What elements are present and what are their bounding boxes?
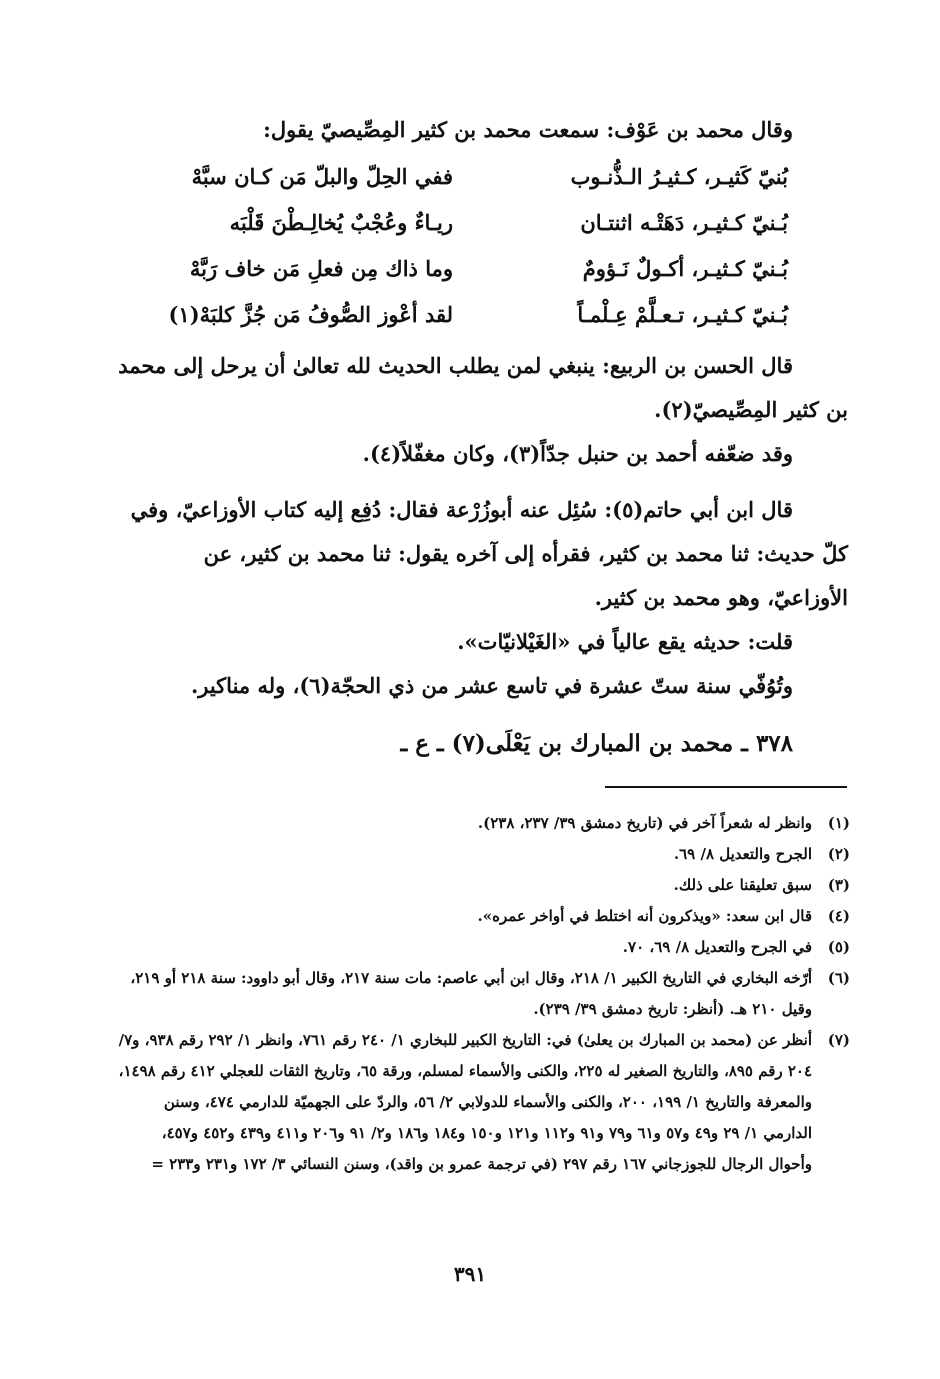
footnote-text: قال ابن سعد: «ويذكرون أنه اختلط في أواخر عمره». xyxy=(477,907,812,925)
second-hemistich: ففي الحِلّ والبلّ مَن كـان سبَّهْ xyxy=(191,164,453,189)
page-number: ٣٩١ xyxy=(453,1262,487,1286)
second-hemistich: ريـاءٌ وعُجْبٌ يُخالِـطْنَ قَلْبَه xyxy=(229,210,453,235)
footnote-text: في الجرح والتعديل ٨/ ٦٩، ٧٠. xyxy=(622,938,812,956)
poem-verse xyxy=(118,200,788,246)
first-hemistich: بُنيّ كَثيـر، كـثيـرُ الـذُّنـوب xyxy=(570,164,788,189)
poem-verse xyxy=(118,246,788,292)
footnote-number: (٧) xyxy=(827,1031,850,1049)
footnote-text: الجرح والتعديل ٨/ ٦٩. xyxy=(673,845,812,863)
poem-verse xyxy=(118,154,788,200)
paragraph-ahmad: وقد ضعّفه أحمد بن حنبل جدّاً(٣)، وكان مغفّلاً(٤). xyxy=(362,441,793,466)
first-hemistich: بُـنيّ كـثيـر، أكـولٌ نَـؤومٌ xyxy=(582,256,788,281)
footnote-divider xyxy=(605,786,847,788)
footnote-text: سبق تعليقنا على ذلك. xyxy=(673,876,812,894)
entry-heading: ٣٧٨ ـ محمد بن المبارك بن يَعْلَى(٧) ـ ع ـ xyxy=(400,730,793,757)
paragraph-ibn-abi-hatim: قال ابن أبي حاتم(٥): سُئِل عنه أبوزُرْعة فقال: دُفِع إليه كتاب الأوزاعيّ، وفي كلّ حديث: ثنا محمد بن كثير، فقرأه إلى آخره يقول: ثنا محمد بن كثير، عن الأوزاعيّ، وهو محمد بن كثير. xyxy=(130,497,848,610)
footnotes xyxy=(118,808,850,1180)
footnote-number: (٤) xyxy=(827,907,850,925)
footnote xyxy=(118,932,850,963)
footnote xyxy=(118,808,850,839)
footnote-number: (٥) xyxy=(827,938,850,956)
footnote-number: (١) xyxy=(827,814,850,832)
footnote-number: (٣) xyxy=(827,876,850,894)
main-text xyxy=(118,108,848,766)
second-hemistich: وما ذاك مِن فعلِ مَن خاف رَبَّهْ xyxy=(189,256,453,281)
footnote xyxy=(118,870,850,901)
second-hemistich: لقد أعْوز الصُّوفُ مَن جُزَّ كلبَهْ(١) xyxy=(168,302,453,327)
intro-paragraph: وقال محمد بن عَوْف: سمعت محمد بن كثير المِصِّيصيّ يقول: xyxy=(263,117,793,142)
poem-verse xyxy=(118,292,788,338)
poem xyxy=(118,154,848,338)
first-hemistich: بُـنيّ كـثيـر، دَهَتْـه اثنتـان xyxy=(580,210,788,235)
first-hemistich: بُـنيّ كـثيـر، تـعـلَّمْ عِـلْمـاً xyxy=(577,302,788,327)
footnote xyxy=(118,839,850,870)
footnote-number: (٢) xyxy=(827,845,850,863)
footnote-text: أرّخه البخاري في التاريخ الكبير ١/ ٢١٨، وقال ابن أبي عاصم: مات سنة ٢١٧، وقال أبو داوود: سنة ٢١٨ أو ٢١٩، وقيل ٢١٠ هـ. (أنظر: تاريخ دمشق ٣٩/ ٢٣٩). xyxy=(130,969,812,1018)
paragraph-death: وتُوُفّي سنة ستّ عشرة في تاسع عشر من ذي الحجّة(٦)، وله مناكير. xyxy=(190,673,793,698)
paragraph-qultu: قلت: حديثه يقع عالياً في «الغَيْلانيّات». xyxy=(457,629,793,654)
footnote xyxy=(118,963,850,1025)
footnote xyxy=(118,1025,850,1180)
footnote-text: وانظر له شعراً آخر في (تاريخ دمشق ٣٩/ ٢٣٧، ٢٣٨). xyxy=(477,814,812,832)
footnote-number: (٦) xyxy=(827,969,850,987)
footnote-text: أنظر عن (محمد بن المبارك بن يعلىٰ) في: التاريخ الكبير للبخاري ١/ ٢٤٠ رقم ٧٦١، وانظر ١/ ٢٩٢ رقم ٩٣٨، و٧/ ٢٠٤ رقم ٨٩٥، والتاريخ الصغير له ٢٢٥، والكنى والأسماء لمسلم، ورقة ٦٥، وتاريخ الثقات للعجلي ٤١٢ رقم ١٤٩٨، والمعرفة والتاريخ ١/ ١٩٩، ٢٠٠، والكنى والأسماء للدولابي ٢/ ٥٦، والردّ على الجهميّة للدارمي ٤٧٤، وسنن الدارمي ١/ ٢٩ و٤٩ و٥٧ و٦١ و٧٩ و٩١ و١١٢ و١٢١ و١٥٠ و١٨٤ و١٨٦ و٢/ ٩١ و٢٠٦ و٤١١ و٤٣٩ و٤٥٢ و٤٥٧، وأحوال الرجال للجوزجاني ١٦٧ رقم ٢٩٧ (في ترجمة عمرو بن واقد)، وسنن النسائي ٣/ ١٧٢ و٢٣١ و٢٣٣ = xyxy=(118,1031,812,1173)
paragraph-hasan: قال الحسن بن الربيع: ينبغي لمن يطلب الحديث لله تعالىٰ أن يرحل إلى محمد بن كثير المِصِّيصيّ(٢). xyxy=(118,353,848,422)
footnote xyxy=(118,901,850,932)
